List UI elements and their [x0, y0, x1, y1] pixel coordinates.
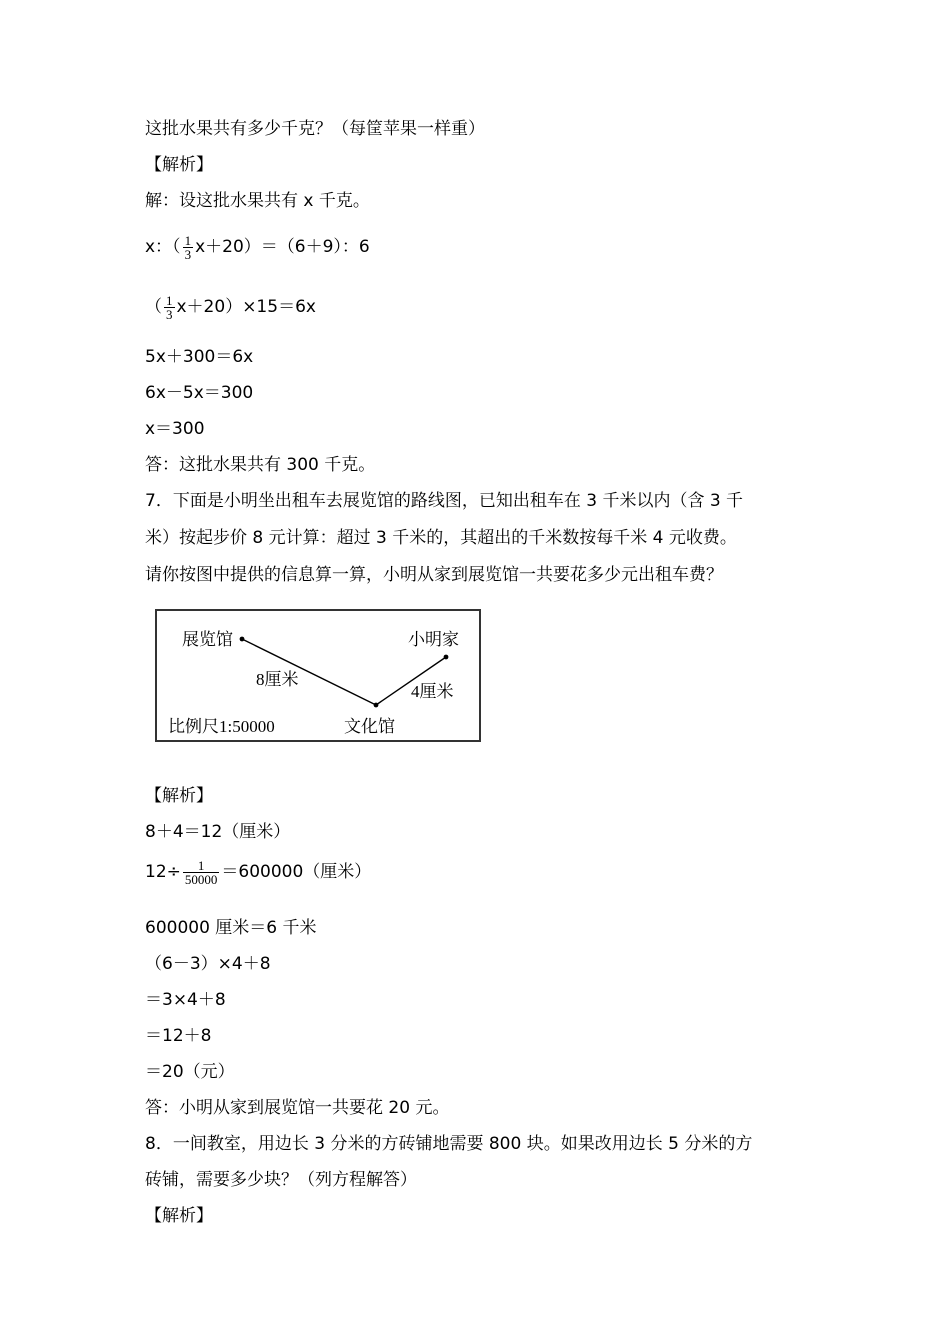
- problem6-answer: 答：这批水果共有 300 千克。: [145, 455, 376, 475]
- fraction-denominator: 50000: [184, 871, 218, 887]
- analysis-heading: 【解析】: [145, 786, 213, 806]
- map-scale-label: 比例尺1:50000: [168, 717, 275, 736]
- analysis-heading: 【解析】: [145, 155, 213, 175]
- equation-part: x：（: [145, 237, 181, 257]
- solution-setup: 解：设这批水果共有 x 千克。: [145, 191, 370, 211]
- analysis-heading: 【解析】: [145, 1206, 213, 1226]
- equation-part: 12÷: [145, 862, 181, 882]
- calc-step-7: ＝20（元）: [145, 1062, 235, 1082]
- problem7-answer: 答：小明从家到展览馆一共要花 20 元。: [145, 1098, 450, 1118]
- problem8-line-1: 8．一间教室，用边长 3 分米的方砖铺地需要 800 块。如果改用边长 5 分米的方: [145, 1134, 753, 1154]
- equation-step-3: 6x－5x＝300: [145, 383, 254, 403]
- equation-part: ＝600000（厘米）: [221, 862, 372, 882]
- fraction-numerator: 1: [184, 232, 192, 248]
- problem8-line-2: 砖铺，需要多少块？（列方程解答）: [145, 1170, 417, 1190]
- segment-left-length: 8厘米: [256, 670, 299, 689]
- equation-part: x＋20）＝（6＋9）：6: [195, 237, 370, 257]
- fraction-one-third: [164, 294, 175, 321]
- calc-step-4: （6－3）×4＋8: [145, 954, 271, 974]
- equation-part: （: [145, 297, 162, 317]
- equation-step-2: 5x＋300＝6x: [145, 347, 254, 367]
- equation-step-1: [145, 292, 316, 322]
- calc-step-6: ＝12＋8: [145, 1026, 212, 1046]
- culture-hall-point: [374, 703, 379, 708]
- equation-part: x＋20）×15＝6x: [176, 297, 316, 317]
- fraction-scale: [183, 859, 220, 886]
- problem7-line-2: 米）按起步价 8 元计算：超过 3 千米的，其超出的千米数按每千米 4 元收费。: [145, 528, 737, 548]
- home-point: [444, 655, 449, 660]
- fraction-numerator: 1: [166, 292, 173, 308]
- problem7-line-1: 7．下面是小明坐出租车去展览馆的路线图，已知出租车在 3 千米以内（含 3 千: [145, 491, 744, 511]
- exhibition-hall-point: [240, 637, 245, 642]
- equation-step-4: x＝300: [145, 419, 205, 439]
- problem6-question-tail: 这批水果共有多少千克？（每筐苹果一样重）: [145, 119, 485, 139]
- fraction-one-third: [183, 234, 194, 261]
- exhibition-hall-label: 展览馆: [182, 630, 233, 649]
- fraction-denominator: 3: [184, 246, 192, 262]
- equation-proportion: [145, 232, 370, 262]
- fraction-denominator: 3: [166, 306, 173, 322]
- calc-step-3: 600000 厘米＝6 千米: [145, 918, 317, 938]
- segment-right-length: 4厘米: [411, 682, 454, 701]
- calc-step-5: ＝3×4＋8: [145, 990, 226, 1010]
- route-map-drawing: [157, 611, 479, 740]
- xiaoming-home-label: 小明家: [408, 630, 459, 649]
- calc-step-2: [145, 855, 371, 889]
- problem7-line-3: 请你按图中提供的信息算一算，小明从家到展览馆一共要花多少元出租车费？: [145, 565, 723, 585]
- route-map: [155, 609, 481, 742]
- calc-step-1: 8＋4＝12（厘米）: [145, 822, 291, 842]
- culture-hall-label: 文化馆: [344, 717, 395, 736]
- fraction-numerator: 1: [197, 857, 205, 873]
